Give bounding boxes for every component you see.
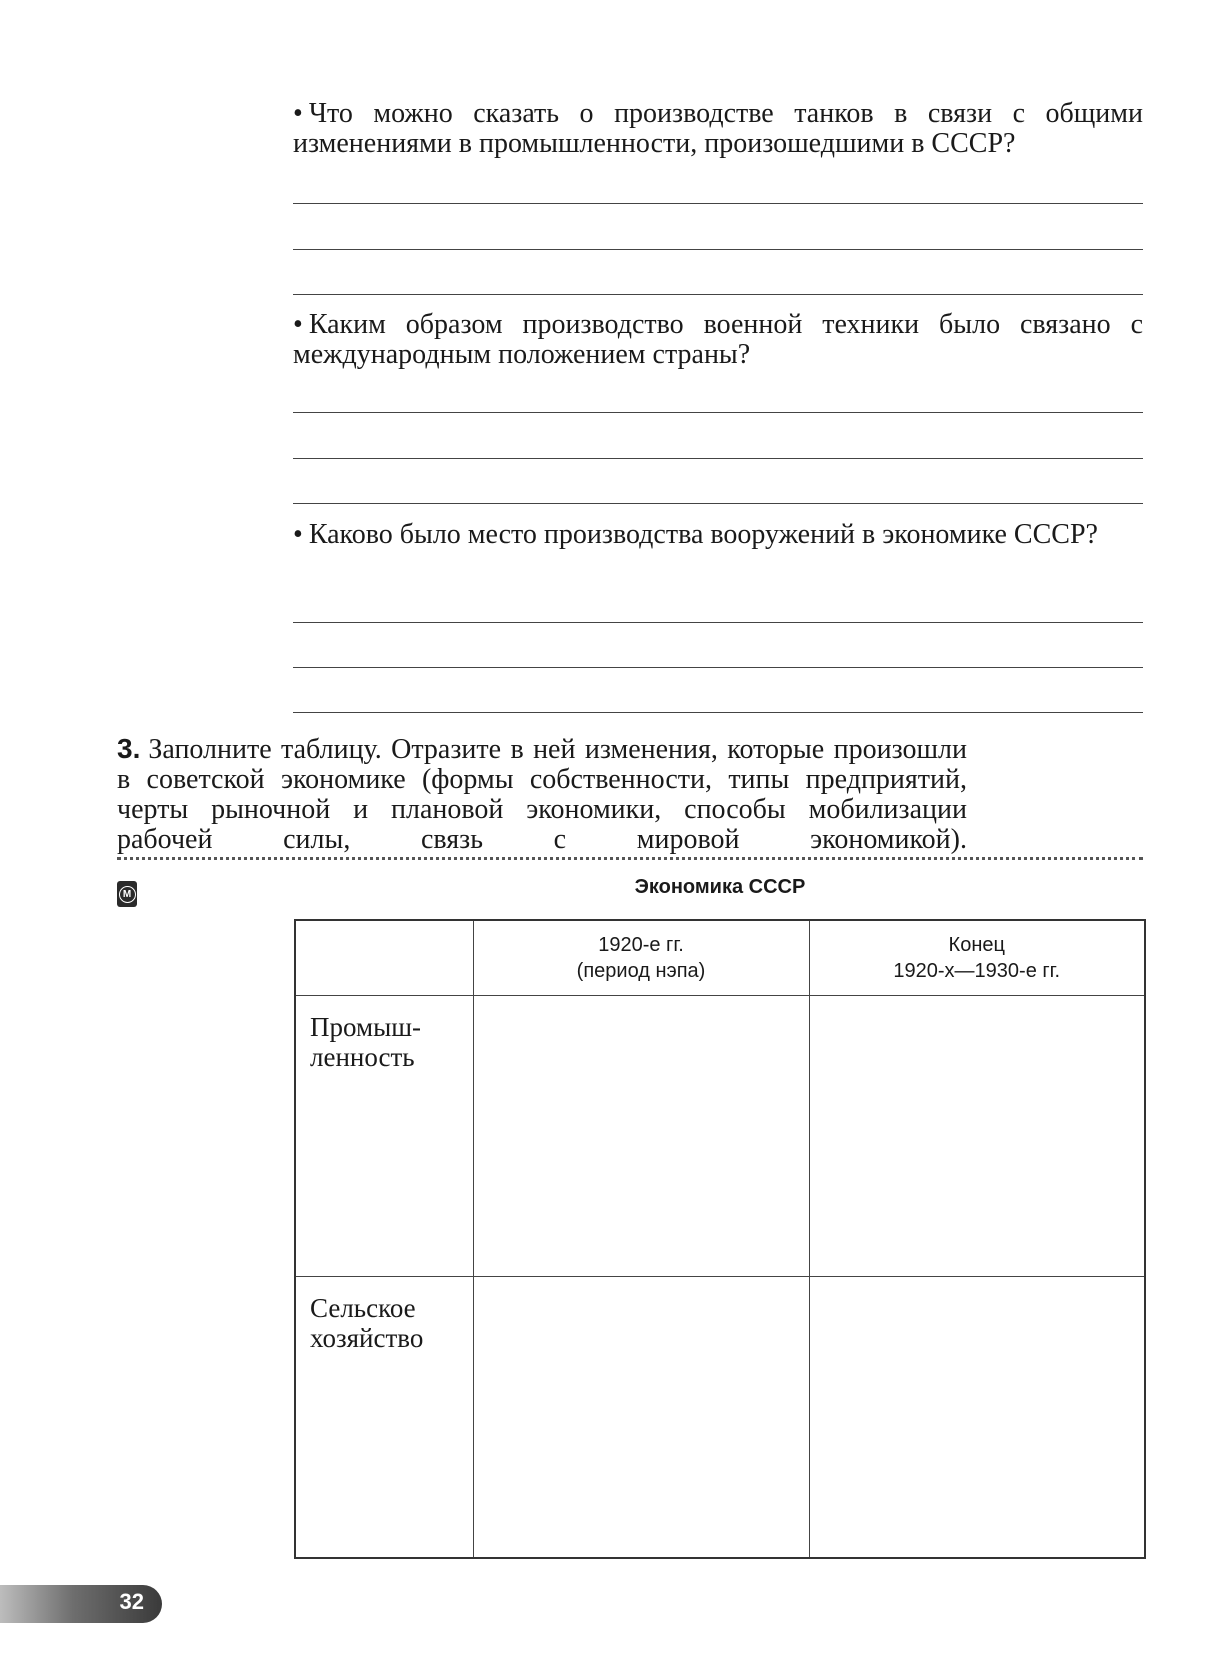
task-text: Заполните таблицу. Отразите в ней изменения, которые произошли в советской экономике (формы собственности, типы предприятий, черты рыночной и плановой экономики, способы мобилизации рабочей силы, связь с мировой экономикой). [117, 734, 967, 855]
answer-line[interactable] [293, 622, 1143, 623]
table-title: Экономика СССР [634, 876, 806, 898]
dotted-divider [117, 857, 1143, 860]
answer-line[interactable] [293, 294, 1143, 295]
answer-cell[interactable] [473, 996, 809, 1277]
task-3 [117, 734, 967, 855]
question-2-text: Каким образом производство военной техники было связано с международным положением страны? [293, 309, 1143, 370]
question-2 [293, 310, 1143, 370]
table-header-row [295, 920, 1145, 996]
answer-line[interactable] [293, 458, 1143, 459]
bullet: • [293, 519, 303, 550]
economy-table [294, 919, 1146, 1559]
m-marker-icon: M [117, 881, 137, 907]
answer-cell[interactable] [473, 1277, 809, 1558]
question-3-text: Каково было место производства вооружений в экономике СССР? [308, 519, 1098, 550]
column-header-late-1920s-1930s: Конец 1920-х—1930-е гг. [809, 920, 1145, 996]
answer-line[interactable] [293, 249, 1143, 250]
bullet: • [293, 309, 303, 340]
corner-cell [295, 920, 473, 996]
page-number-tab [0, 1585, 162, 1623]
answer-cell[interactable] [809, 1277, 1145, 1558]
task-number: 3. [117, 733, 141, 764]
answer-cell[interactable] [809, 996, 1145, 1277]
question-1-text: Что можно сказать о производстве танков в связи с общими изменениями в промышленности, произошедшими в СССР? [293, 98, 1143, 159]
bullet: • [293, 98, 303, 129]
row-header-agriculture: Сельское хозяйство [295, 1277, 473, 1558]
table-row-industry [295, 996, 1145, 1277]
answer-line[interactable] [293, 203, 1143, 204]
row-header-industry: Промыш- ленность [295, 996, 473, 1277]
answer-line[interactable] [293, 412, 1143, 413]
question-3 [293, 520, 1143, 550]
page-number: 32 [119, 1589, 144, 1614]
answer-line[interactable] [293, 503, 1143, 504]
answer-line[interactable] [293, 712, 1143, 713]
question-1 [293, 99, 1143, 159]
answer-line[interactable] [293, 667, 1143, 668]
table-row-agriculture [295, 1277, 1145, 1558]
column-header-nep: 1920-е гг. (период нэпа) [473, 920, 809, 996]
